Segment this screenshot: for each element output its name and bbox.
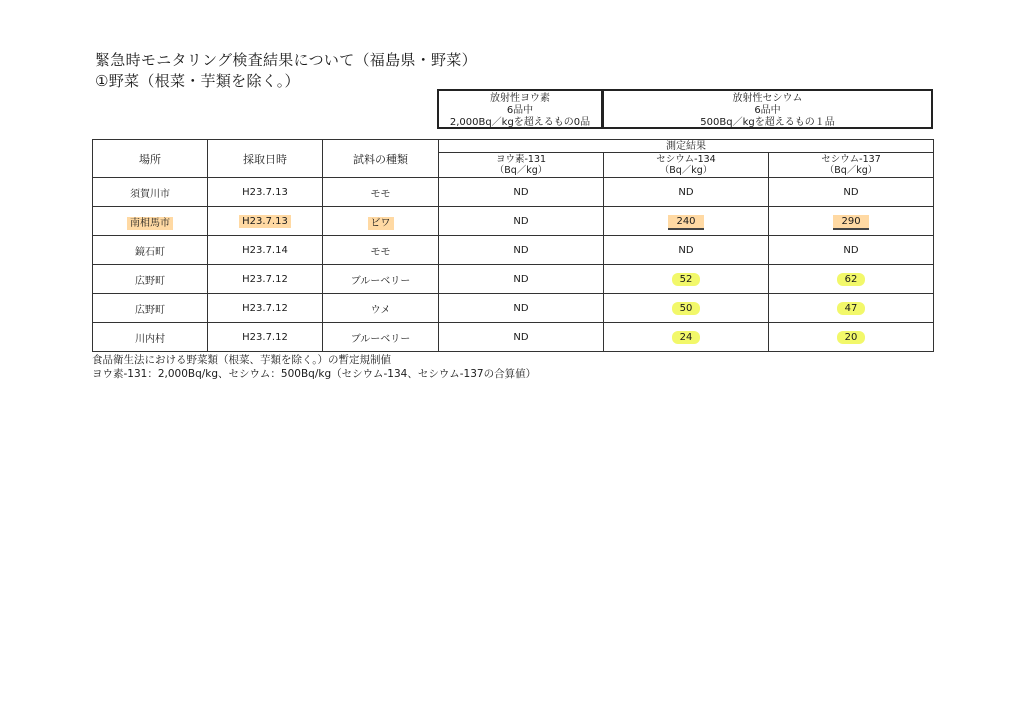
- header-date: 採取日時: [208, 140, 323, 178]
- cell-location-text: 広野町: [135, 275, 165, 287]
- cesium-summary-box: [602, 89, 933, 129]
- cell-cs134: [604, 294, 769, 323]
- header-cesium-137: [769, 153, 934, 178]
- cell-cs137-text: 290: [833, 215, 868, 230]
- cell-location-text: 鏡石町: [135, 246, 165, 258]
- cesium-summary-exceed: 500Bq／kgを超えるもの１品: [700, 117, 835, 128]
- cell-cs134-text: 240: [668, 215, 703, 230]
- table-row: [93, 323, 934, 352]
- cell-type: [323, 236, 439, 265]
- cell-type-text: モモ: [370, 188, 391, 200]
- cell-cs134-text: 50: [672, 302, 701, 315]
- cell-location: [93, 207, 208, 236]
- cell-i131: [439, 236, 604, 265]
- cell-type-text: ブルーベリー: [350, 333, 411, 345]
- table-row: [93, 294, 934, 323]
- cell-type-text: ビワ: [368, 217, 394, 230]
- cell-date-text: H23.7.12: [242, 331, 288, 343]
- header-iodine-131-label: ヨウ素-131: [495, 154, 547, 165]
- cell-i131-text: ND: [513, 244, 529, 256]
- cell-cs134-text: ND: [678, 244, 694, 256]
- cell-cs137-text: 62: [837, 273, 866, 286]
- cell-date-text: H23.7.12: [242, 273, 288, 285]
- cell-i131-text: ND: [513, 215, 529, 227]
- cell-date: [208, 207, 323, 236]
- cell-location-text: 広野町: [135, 304, 165, 316]
- header-iodine-131-unit: （Bq／kg）: [494, 165, 548, 176]
- cell-cs134: [604, 323, 769, 352]
- cell-type: [323, 294, 439, 323]
- header-location: 場所: [93, 140, 208, 178]
- cell-i131: [439, 294, 604, 323]
- footnote-regulation-title: 食品衛生法における野菜類（根菜、芋類を除く。）の暫定規制値: [92, 354, 392, 366]
- cell-location: [93, 323, 208, 352]
- iodine-summary-exceed: 2,000Bq／kgを超えるもの0品: [449, 117, 591, 128]
- cell-cs134-text: ND: [678, 186, 694, 198]
- cell-location-text: 須賀川市: [130, 188, 170, 200]
- table-row: [93, 236, 934, 265]
- cell-date-text: H23.7.14: [242, 244, 288, 256]
- cesium-summary-name: 放射性セシウム: [732, 93, 803, 104]
- table-row: [93, 207, 934, 236]
- header-sample-type: 試料の種類: [323, 140, 439, 178]
- footnote-regulation-values: ヨウ素-131：2,000Bq/kg、セシウム：500Bq/kg（セシウム-134、セシウム-137の合算値）: [92, 368, 537, 380]
- cell-date: [208, 294, 323, 323]
- cell-i131-text: ND: [513, 273, 529, 285]
- cell-i131-text: ND: [513, 331, 529, 343]
- cell-cs137-text: ND: [843, 244, 859, 256]
- table-row: [93, 265, 934, 294]
- header-measurement: 測定結果: [439, 140, 934, 153]
- header-iodine-131: [439, 153, 604, 178]
- iodine-summary-box: [437, 89, 602, 129]
- document-title: 緊急時モニタリング検査結果について（福島県・野菜）: [95, 51, 477, 69]
- cell-cs134: [604, 236, 769, 265]
- cell-type: [323, 178, 439, 207]
- cell-cs134-text: 52: [672, 273, 701, 286]
- cell-i131: [439, 265, 604, 294]
- cell-location: [93, 294, 208, 323]
- cell-type: [323, 323, 439, 352]
- header-cesium-134-unit: （Bq／kg）: [659, 165, 713, 176]
- header-cesium-137-label: セシウム-137: [821, 154, 881, 165]
- cesium-summary-count: 6品中: [754, 105, 781, 116]
- cell-date-text: H23.7.12: [242, 302, 288, 314]
- cell-i131: [439, 207, 604, 236]
- cell-cs134: [604, 207, 769, 236]
- results-table: [92, 139, 934, 352]
- cell-type: [323, 265, 439, 294]
- cell-location-text: 南相馬市: [127, 217, 173, 230]
- cell-date: [208, 323, 323, 352]
- cell-cs137: [769, 323, 934, 352]
- cell-date: [208, 236, 323, 265]
- cell-date: [208, 178, 323, 207]
- header-cesium-134-label: セシウム-134: [656, 154, 716, 165]
- cell-type-text: ウメ: [370, 304, 391, 316]
- cell-location: [93, 178, 208, 207]
- cell-location: [93, 236, 208, 265]
- cell-location-text: 川内村: [135, 333, 165, 345]
- cell-cs134: [604, 265, 769, 294]
- cell-cs137-text: 20: [837, 331, 866, 344]
- cell-cs137: [769, 178, 934, 207]
- cell-i131: [439, 323, 604, 352]
- cell-cs137-text: 47: [837, 302, 866, 315]
- cell-date: [208, 265, 323, 294]
- cell-i131-text: ND: [513, 186, 529, 198]
- cell-cs137-text: ND: [843, 186, 859, 198]
- cell-cs137: [769, 236, 934, 265]
- document-subtitle: ①野菜（根菜・芋類を除く。）: [95, 72, 300, 90]
- cell-cs137: [769, 265, 934, 294]
- header-cesium-137-unit: （Bq／kg）: [824, 165, 878, 176]
- header-cesium-134: [604, 153, 769, 178]
- cell-i131-text: ND: [513, 302, 529, 314]
- cell-cs134: [604, 178, 769, 207]
- iodine-summary-name: 放射性ヨウ素: [490, 93, 550, 104]
- cell-date-text: H23.7.13: [242, 186, 288, 198]
- table-row: [93, 178, 934, 207]
- cell-date-text: H23.7.13: [239, 215, 291, 228]
- iodine-summary-count: 6品中: [506, 105, 534, 116]
- cell-i131: [439, 178, 604, 207]
- cell-type-text: ブルーベリー: [350, 275, 411, 287]
- cell-cs137: [769, 207, 934, 236]
- cell-type: [323, 207, 439, 236]
- cell-cs134-text: 24: [672, 331, 701, 344]
- cell-type-text: モモ: [370, 246, 391, 258]
- cell-location: [93, 265, 208, 294]
- cell-cs137: [769, 294, 934, 323]
